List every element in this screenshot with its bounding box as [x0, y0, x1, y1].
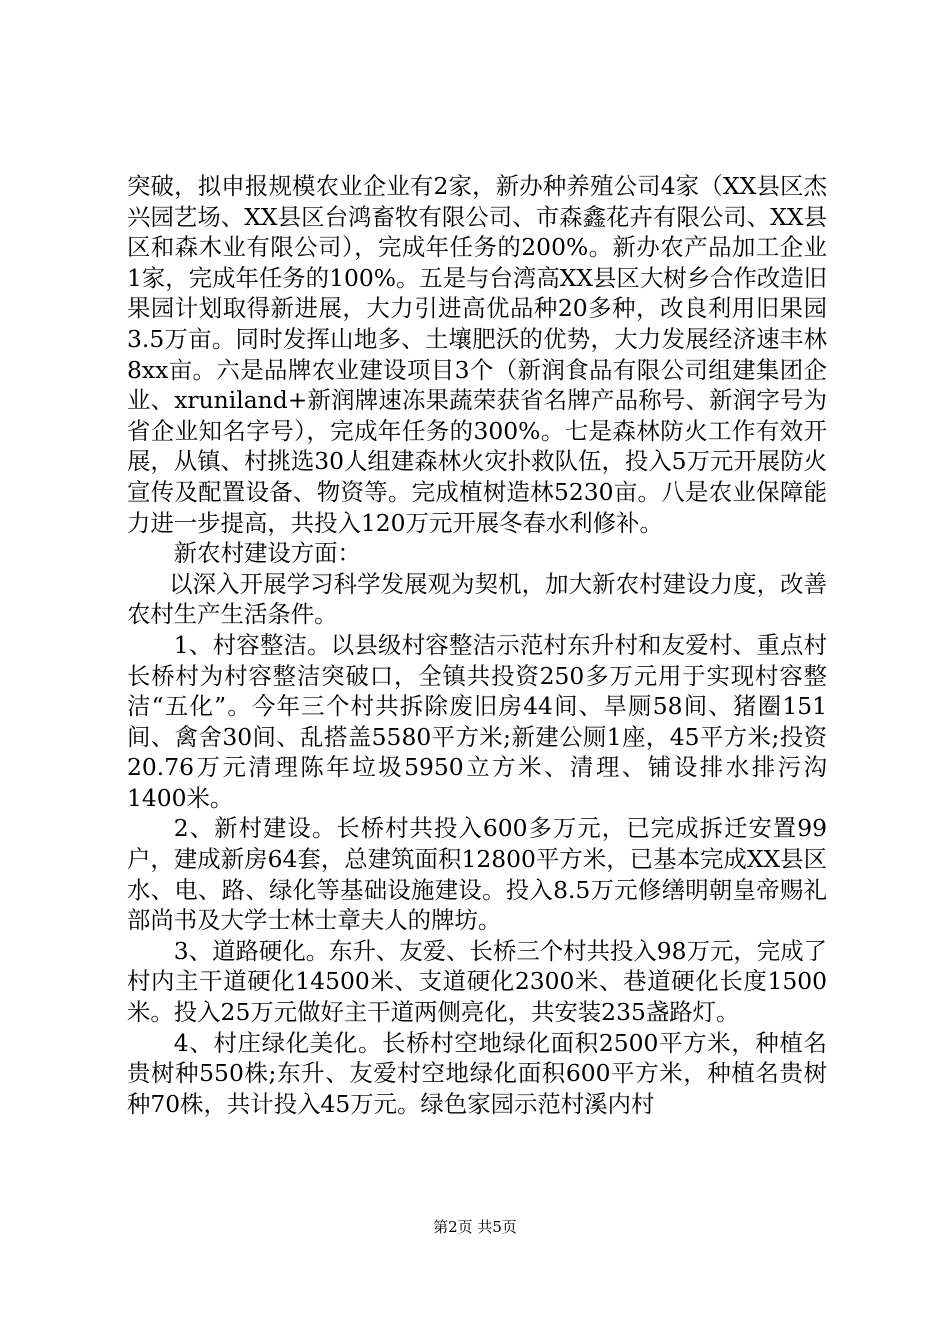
paragraph-intro: 以深入开展学习科学发展观为契机，加大新农村建设力度，改善农村生产生活条件。: [127, 569, 827, 629]
page-footer: 第2页 共5页: [433, 1218, 517, 1236]
paragraph-item-4: 4、村庄绿化美化。长桥村空地绿化面积2500平方米，种植名贵树种550株;东升、友爱村空地绿化面积600平方米，种植名贵树种70株，共计投入45万元。绿色家园示范村溪内村: [127, 1028, 827, 1118]
paragraph-item-3: 3、道路硬化。东升、友爱、长桥三个村共投入98万元，完成了村内主干道硬化14500米、支道硬化2300米、巷道硬化长度1500米。投入25万元做好主干道两侧亮化，共安装235盏路灯。: [127, 936, 827, 1027]
paragraph-item-1: 1、村容整洁。以县级村容整洁示范村东升村和友爱村、重点村长桥村为村容整洁突破口，全镇共投资250多万元用于实现村容整洁“五化”。今年三个村共拆除废旧房44间、旱厕58间、猪圈151间、禽舍30间、乱搭盖5580平方米;新建公厕1座，45平方米;投资20.76万元清理陈年垃圾5950立方米、清理、铺设排水排污沟1400米。: [127, 630, 827, 812]
document-body: [127, 171, 827, 1119]
paragraph-continuation: 突破，拟申报规模农业企业有2家，新办种养殖公司4家（XX县区杰兴园艺场、XX县区台鸿畜牧有限公司、市森鑫花卉有限公司、XX县区和森木业有限公司），完成年任务的200%。新办农产品加工企业1家，完成年任务的100%。五是与台湾高XX县区大树乡合作改造旧果园计划取得新进展，大力引进高优品种20多种，改良利用旧果园3.5万亩。同时发挥山地多、土壤肥沃的优势，大力发展经济速丰林8xx亩。六是品牌农业建设项目3个（新润食品有限公司组建集团企业、xruniland+新润牌速冻果蔬荣获省名牌产品称号、新润字号为省企业知名字号），完成年任务的300%。七是森林防火工作有效开展，从镇、村挑选30人组建森林火灾扑救队伍，投入5万元开展防火宣传及配置设备、物资等。完成植树造林5230亩。八是农业保障能力进一步提高，共投入120万元开展冬春水利修补。: [127, 172, 827, 537]
paragraph-item-2: 2、新村建设。长桥村共投入600多万元，已完成拆迁安置99户，建成新房64套，总建筑面积12800平方米，已基本完成XX县区水、电、路、绿化等基础设施建设。投入8.5万元修缮明朝皇帝赐礼部尚书及大学士林士章夫人的牌坊。: [127, 814, 827, 935]
section-heading: 新农村建设方面：: [173, 539, 361, 568]
